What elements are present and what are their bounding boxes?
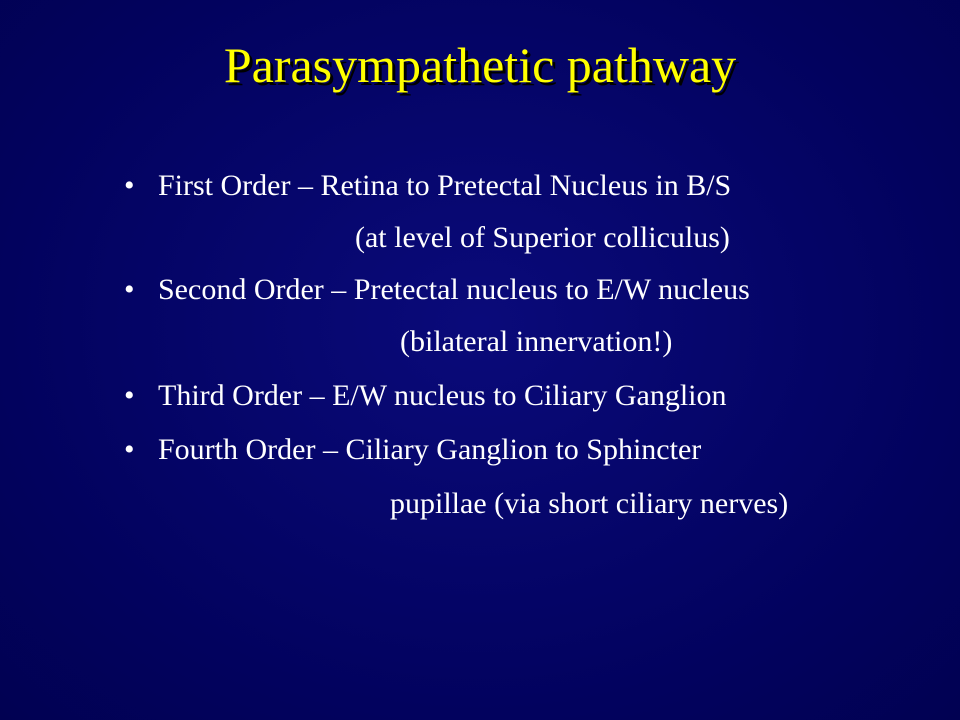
slide-title: Parasympathetic pathway: [223, 37, 737, 93]
bullet-item-first-order: First Order – Retina to Pretectal Nucleus in B/S: [158, 169, 732, 202]
bullet-icon: •: [124, 273, 135, 306]
bullet-item-second-order-continuation: (bilateral innervation!): [400, 325, 673, 358]
bullet-item-fourth-order: Fourth Order – Ciliary Ganglion to Sphincter: [158, 433, 702, 466]
bullet-icon: •: [124, 433, 135, 466]
bullet-icon: •: [124, 169, 135, 202]
bullet-icon: •: [124, 379, 135, 412]
bullet-item-third-order: Third Order – E/W nucleus to Ciliary Ganglion: [158, 379, 727, 412]
bullet-item-first-order-continuation: (at level of Superior colliculus): [355, 221, 730, 254]
bullet-item-fourth-order-continuation: pupillae (via short ciliary nerves): [390, 487, 789, 520]
bullet-item-second-order: Second Order – Pretectal nucleus to E/W nucleus: [158, 273, 750, 306]
